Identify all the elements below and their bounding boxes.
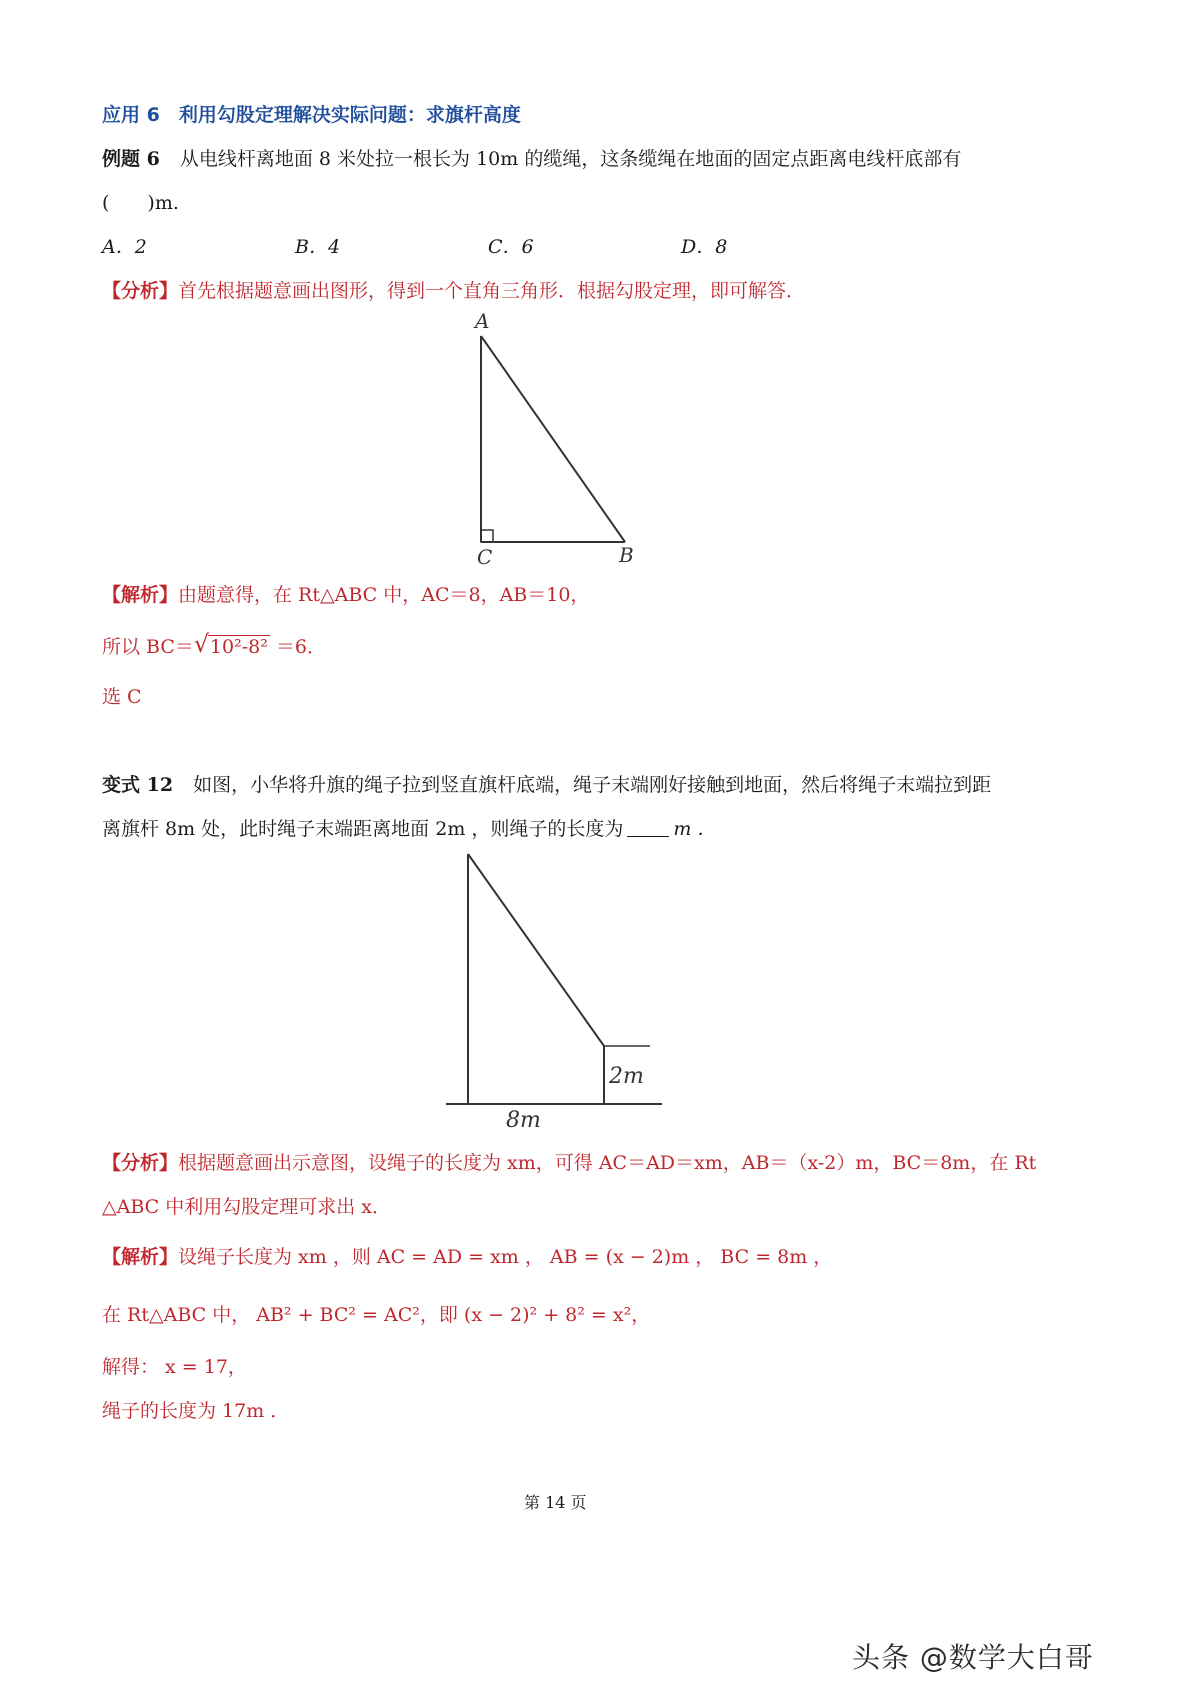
right-triangle-figure (465, 308, 645, 570)
variant-label: 变式 12 (102, 774, 174, 796)
variant-question-suffix: m ． (673, 818, 717, 840)
variant-question-line2 (102, 814, 716, 841)
variant-question-prefix: 离旗杆 8m 处，此时绳子末端距离地面 2m ，则绳子的长度为 (102, 818, 624, 840)
analysis-text: 首先根据题意画出图形，得到一个直角三角形．根据勾股定理，即可解答． (178, 280, 806, 302)
radicand: 10²-8² (209, 636, 268, 658)
variant-solution-line2: 在 Rt△ABC 中， AB² + BC² = AC²，即 (x − 2)² + 8² = x²， (102, 1304, 651, 1326)
option-b: B．4 (295, 236, 341, 258)
example-analysis (102, 276, 805, 303)
example-question-text: 从电线杆离地面 8 米处拉一根长为 10m 的缆绳，这条缆绳在地面的固定点距离电线杆底部有 (179, 148, 962, 170)
answer-blank (627, 820, 669, 837)
solution-prefix: 所以 BC＝ (102, 636, 194, 658)
variant-question-text: 如图，小华将升旗的绳子拉到竖直旗杆底端，绳子末端刚好接触到地面，然后将绳子末端拉到距 (193, 774, 992, 796)
variant-analysis-text-1: 根据题意画出示意图，设绳子的长度为 xm，可得 AC＝AD＝xm，AB＝（x-2）m，BC＝8m，在 Rt (178, 1152, 1037, 1174)
variant-question-line1 (102, 770, 991, 797)
option-a: A．2 (102, 236, 147, 258)
example-label: 例题 6 (102, 148, 160, 170)
variant-analysis-line2: △ABC 中利用勾股定理可求出 x． (102, 1196, 391, 1218)
example-question-line1 (102, 144, 961, 171)
watermark: 头条 @数学大白哥 (852, 1641, 1094, 1674)
label-8m: 8m (506, 1108, 541, 1133)
analysis-tag: 【分析】 (102, 280, 179, 302)
flagpole-figure (440, 848, 670, 1138)
example-solution-line1 (102, 580, 589, 607)
sqrt-expression: √ 10²-8² (193, 630, 268, 658)
example-solution-line2 (102, 632, 326, 659)
right-angle-marker (481, 530, 493, 542)
side-ab (481, 336, 625, 542)
variant-solution-text-1: 设绳子长度为 xm ，则 AC = AD = xm ， AB = (x − 2)m ， BC = 8m ， (178, 1246, 833, 1268)
example-question-line2: ( )m. (102, 192, 179, 214)
rope (468, 854, 604, 1046)
solution-suffix: ＝6． (275, 636, 326, 658)
option-d: D．8 (681, 236, 728, 258)
page-number: 第 14 页 (524, 1493, 587, 1512)
option-c: C．6 (488, 236, 534, 258)
solution-text-1: 由题意得，在 Rt△ABC 中，AC＝8，AB＝10， (178, 584, 590, 606)
variant-analysis-line1 (102, 1148, 1036, 1175)
variant-solution-line1 (102, 1242, 832, 1269)
label-b: B (619, 543, 634, 567)
variant-solution-line3: 解得： x = 17， (102, 1356, 247, 1378)
section-title: 应用 6 利用勾股定理解决实际问题：求旗杆高度 (102, 104, 521, 126)
variant-solution-tag: 【解析】 (102, 1246, 179, 1268)
label-a: A (475, 309, 490, 333)
variant-solution-line4: 绳子的长度为 17m ． (102, 1400, 290, 1422)
label-c: C (477, 545, 493, 569)
solution-tag: 【解析】 (102, 584, 179, 606)
variant-analysis-tag: 【分析】 (102, 1152, 179, 1174)
label-2m: 2m (609, 1064, 644, 1089)
example-choice: 选 C (102, 686, 142, 708)
